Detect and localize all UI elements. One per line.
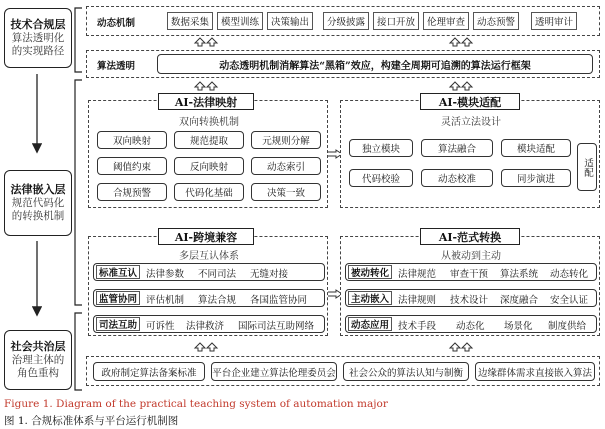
legal-mapping-cell: 决策一致 (251, 183, 321, 201)
row-label: 被动转化 (348, 265, 392, 279)
hollow-arrows-row3 (195, 343, 472, 351)
dynamic-item: 接口开放 (373, 12, 419, 30)
paradigm-subtitle: 从被动到主动 (441, 251, 501, 262)
paradigm-row (345, 263, 597, 281)
social-item: 平台企业建立算法伦理委员会 (211, 362, 337, 381)
legal-mapping-subtitle: 双向转换机制 (179, 117, 239, 128)
legal-mapping-panel (88, 100, 328, 208)
legal-mapping-cell: 合规预警 (97, 183, 167, 201)
row-item: 场景化 (504, 321, 533, 332)
row-item: 制度供给 (548, 321, 587, 332)
row-label: 动态应用 (348, 317, 392, 331)
row-label: 监管协同 (96, 291, 140, 305)
cross-border-title: AI-跨境兼容 (158, 228, 254, 245)
legal-mapping-title: AI-法律映射 (158, 93, 254, 110)
dynamic-mechanism-band (86, 6, 600, 36)
row-item: 审查干预 (450, 269, 489, 280)
social-item: 政府制定算法备案标准 (93, 362, 205, 381)
layer-social-desc-2: 角色重构 (17, 367, 59, 379)
dynamic-item: 透明审计 (531, 12, 577, 30)
layer-tech-desc-1: 算法透明化 (11, 32, 65, 44)
transparency-statement: 动态透明机制消解算法“黑箱”效应，构建全周期可追溯的算法运行框架 (157, 54, 593, 74)
row-item: 安全认证 (550, 295, 589, 306)
paradigm-row (345, 315, 597, 333)
dynamic-item: 动态预警 (473, 12, 519, 30)
layer-legal-embed (4, 170, 72, 236)
module-adapt-panel (340, 100, 600, 208)
row-item: 动态化 (456, 321, 485, 332)
hollow-arrows-row1 (195, 38, 472, 46)
cross-border-row (93, 289, 325, 307)
dynamic-item: 模型训练 (217, 12, 263, 30)
row-item: 无缝对接 (250, 269, 289, 280)
module-adapt-cell: 动态校准 (421, 169, 493, 187)
dynamic-item: 决策输出 (267, 12, 313, 30)
paradigm-row (345, 289, 597, 307)
legal-mapping-cell: 动态索引 (251, 157, 321, 175)
row-label: 主动嵌入 (348, 291, 392, 305)
transparency-label: 算法透明 (97, 61, 136, 72)
module-adapt-title: AI-模块适配 (420, 93, 520, 110)
row-label: 司法互助 (96, 317, 140, 331)
dynamic-item: 分级披露 (323, 12, 369, 30)
row-item: 法律救济 (186, 321, 225, 332)
module-adapt-cell: 算法融合 (421, 139, 493, 157)
row-item: 不同司法 (198, 269, 237, 280)
algorithm-transparency-band (86, 50, 600, 78)
row-item: 算法系统 (500, 269, 539, 280)
bracket-1 (75, 8, 82, 72)
row-item: 算法合规 (198, 295, 237, 306)
module-adapt-cell: 独立模块 (349, 139, 413, 157)
row-item: 各国监管协同 (250, 295, 308, 306)
row-item: 动态转化 (550, 269, 589, 280)
row-label: 标准互认 (96, 265, 140, 279)
cross-border-row (93, 315, 325, 333)
row-item: 法律参数 (146, 269, 185, 280)
row-item: 评估机制 (146, 295, 185, 306)
row-item: 国际司法互助网络 (238, 321, 315, 332)
legal-mapping-cell: 阈值约束 (97, 157, 167, 175)
legal-mapping-cell: 规范提取 (174, 131, 244, 149)
layer-tech-compliance (4, 8, 72, 68)
legal-mapping-cell: 反向映射 (174, 157, 244, 175)
row-item: 可诉性 (146, 321, 175, 332)
row-item: 技术设计 (450, 295, 489, 306)
layer-social-desc-1: 治理主体的 (11, 354, 65, 366)
paradigm-title: AI-范式转换 (420, 228, 520, 245)
dynamic-label: 动态机制 (97, 18, 136, 29)
module-adapt-cell: 模块适配 (501, 139, 571, 157)
layer-social-title: 社会共治层 (10, 340, 66, 353)
paradigm-panel (340, 236, 600, 336)
social-governance-band (86, 356, 600, 386)
figure-caption-en: Figure 1. Diagram of the practical teaching system of automation major (4, 398, 388, 410)
bracket-3 (75, 313, 82, 390)
dynamic-item: 数据采集 (167, 12, 213, 30)
layer-legal-title: 法律嵌入层 (10, 183, 66, 196)
row-item: 法律规范 (398, 269, 437, 280)
layer-legal-desc-1: 规范代码化 (11, 197, 65, 209)
social-item: 社会公众的算法认知与制衡 (343, 362, 469, 381)
cross-border-subtitle: 多层互认体系 (179, 251, 239, 262)
layer-tech-desc-2: 的实现路径 (11, 45, 65, 57)
social-item: 边缘群体需求直接嵌入算法 (475, 362, 595, 381)
row-item: 技术手段 (398, 321, 437, 332)
layer-tech-title: 技术合规层 (10, 18, 66, 31)
legal-mapping-cell: 双向映射 (97, 131, 167, 149)
dynamic-item: 伦理审查 (423, 12, 469, 30)
module-adapt-cell: 代码校验 (349, 169, 413, 187)
module-adapt-subtitle: 灵活立法设计 (441, 117, 501, 128)
module-adapt-cell: 同步演进 (501, 169, 571, 187)
row-item: 深度融合 (500, 295, 539, 306)
figure-caption-zh: 图 1. 合规标准体系与平台运行机制图 (4, 415, 179, 427)
cross-border-panel (88, 236, 328, 336)
legal-mapping-cell: 代码化基础 (174, 183, 244, 201)
legal-mapping-cell: 元规则分解 (251, 131, 321, 149)
layer-legal-desc-2: 的转换机制 (11, 210, 65, 222)
layer-social-governance (4, 330, 72, 390)
hollow-arrows-row2 (195, 82, 472, 90)
cross-border-row (93, 263, 325, 281)
row-item: 法律规则 (398, 295, 437, 306)
module-adapt-side: 适配 (577, 143, 597, 191)
bracket-2 (75, 80, 82, 305)
